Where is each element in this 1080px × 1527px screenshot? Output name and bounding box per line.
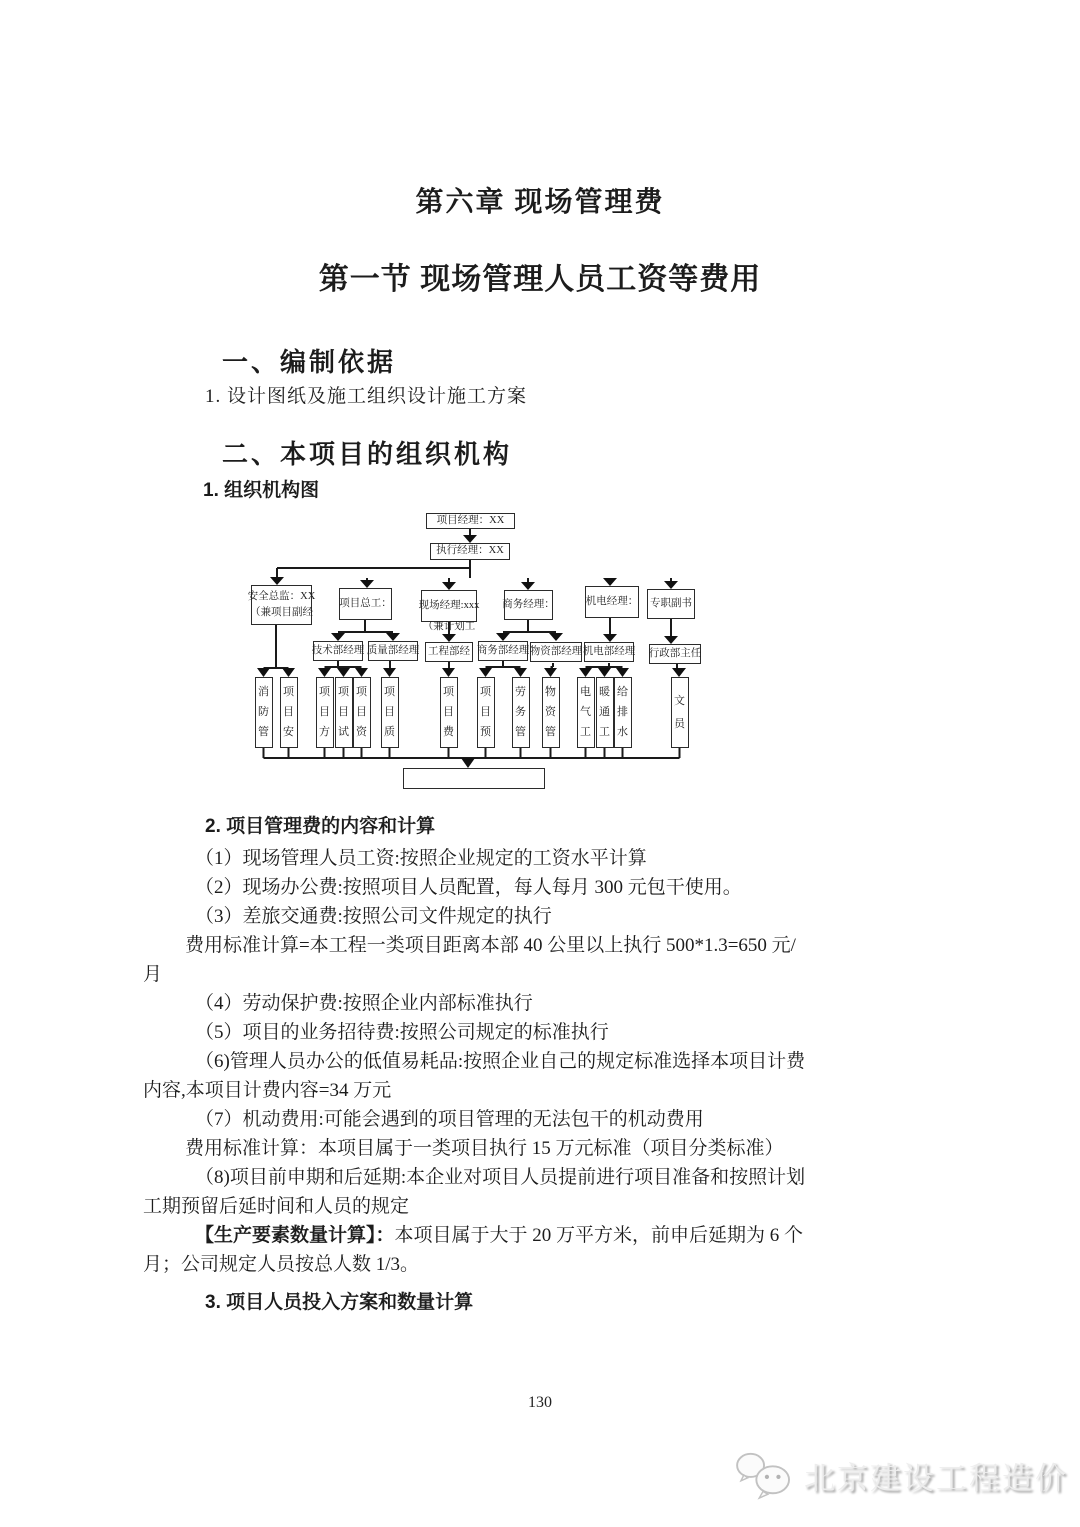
- org-node-commerce-manager: 商务经理：: [504, 590, 553, 620]
- body-line-text: 本项目属于大于 20 万平方米，前申后延期为 6 个: [394, 1225, 804, 1246]
- heading-basis: 一、编制依据: [222, 348, 397, 377]
- org-node-project-manager: 项目经理：XX: [426, 513, 515, 529]
- org-node-project-budget: 项目预: [477, 677, 495, 748]
- watermark: [734, 1450, 1068, 1500]
- org-node-commerce-dept: 商务部经理: [478, 641, 528, 661]
- basis-item: 1. 设计图纸及施工组织设计施工方案: [205, 386, 528, 407]
- body-line: （8)项目前申期和后延期:本企业对项目人员提前进行项目准备和按照计划: [195, 1167, 806, 1188]
- body-line: （5）项目的业务招待费:按照公司规定的标准执行: [195, 1022, 609, 1043]
- org-node-executive-manager: 执行经理：XX: [430, 543, 510, 560]
- section2-title: 2. 项目管理费的内容和计算: [205, 816, 436, 837]
- org-node-mech-elec-manager: 机电经理：: [585, 586, 639, 618]
- org-node-chief-engineer: 项目总工：: [339, 588, 392, 620]
- org-node-project-test: 项目试: [335, 677, 353, 748]
- safety-director-line2: （兼项目副经: [250, 607, 313, 619]
- org-node-bottom-empty-box: [403, 768, 545, 789]
- org-node-project-cost: 项目费: [440, 677, 458, 748]
- body-line: 内容,本项目计费内容=34 万元: [143, 1080, 392, 1101]
- org-node-eng-dept: 工程部经: [425, 642, 473, 662]
- body-line: （3）差旅交通费:按照公司文件规定的执行: [195, 906, 552, 927]
- org-chart: [230, 495, 890, 805]
- org-node-fire-safety: 消防管: [255, 677, 273, 748]
- org-node-project-plan: 项目方: [316, 677, 334, 748]
- org-node-mech-dept: 机电部经理: [584, 642, 634, 662]
- org-node-safety-director: [247, 585, 316, 625]
- org-node-project-safety: 项目安: [280, 677, 298, 748]
- org-chart-caption: 1. 组织机构图: [203, 480, 320, 501]
- org-node-project-quality: 项目质: [381, 677, 399, 748]
- org-node-material-dept: 物资部经理: [530, 642, 582, 662]
- page-number: 130: [528, 1394, 552, 1411]
- body-line-bold-label: 【生产要素数量计算】：: [195, 1225, 395, 1246]
- org-node-tech-dept: 技术部经理: [313, 641, 363, 661]
- body-line: （1）现场管理人员工资:按照企业规定的工资水平计算: [195, 848, 647, 869]
- org-node-deputy-secretary: 专职副书: [647, 589, 695, 619]
- org-node-electrical: 电气工: [577, 677, 595, 748]
- watermark-text: 北京建设工程造价: [804, 1460, 1068, 1496]
- body-line: （4）劳动保护费:按照企业内部标准执行: [195, 993, 533, 1014]
- heading-organization: 二、本项目的组织机构: [222, 440, 513, 469]
- body-line: （6)管理人员办公的低值易耗品:按照企业自己的规定标准选择本项目计费: [195, 1051, 806, 1072]
- org-node-hvac: 暖通工: [596, 677, 614, 748]
- section2-body: [0, 844, 1080, 1279]
- body-line: 工期预留后延时间和人员的规定: [143, 1196, 410, 1217]
- site-manager-overflow: （兼计划工: [422, 621, 476, 631]
- org-node-site-manager: [418, 590, 480, 631]
- org-node-project-data: 项目资: [353, 677, 371, 748]
- body-line: 费用标准计算：本项目属于一类项目执行 15 万元标准（项目分类标准）: [185, 1138, 784, 1159]
- org-node-admin-dept: 行政部主任: [649, 644, 701, 664]
- body-line: [143, 1221, 1080, 1250]
- section3-title: 3. 项目人员投入方案和数量计算: [205, 1292, 474, 1313]
- body-line: 月；公司规定人员按总人数 1/3。: [143, 1254, 420, 1275]
- chapter-title: 第六章 现场管理费: [415, 187, 665, 218]
- body-line: （7）机动费用:可能会遇到的项目管理的无法包干的机动费用: [195, 1109, 704, 1130]
- org-node-material-admin: 物资管: [542, 677, 560, 748]
- site-manager-label: 现场经理:xxx: [418, 599, 480, 611]
- safety-director-line1: 安全总监：XX: [247, 590, 316, 602]
- org-node-plumbing: 给排水: [614, 677, 632, 748]
- wechat-icon: [734, 1450, 796, 1500]
- section-title: 第一节 现场管理人员工资等费用: [318, 263, 762, 296]
- org-node-clerk: 文员: [671, 677, 689, 748]
- body-line: 月: [143, 964, 163, 985]
- org-node-quality-dept: 质量部经理: [368, 641, 418, 661]
- org-node-labor-admin: 劳务管: [512, 677, 530, 748]
- body-line: 费用标准计算=本工程一类项目距离本部 40 公里以上执行 500*1.3=650 元/: [185, 935, 796, 956]
- body-line: （2）现场办公费:按照项目人员配置，每人每月 300 元包干使用。: [195, 877, 742, 898]
